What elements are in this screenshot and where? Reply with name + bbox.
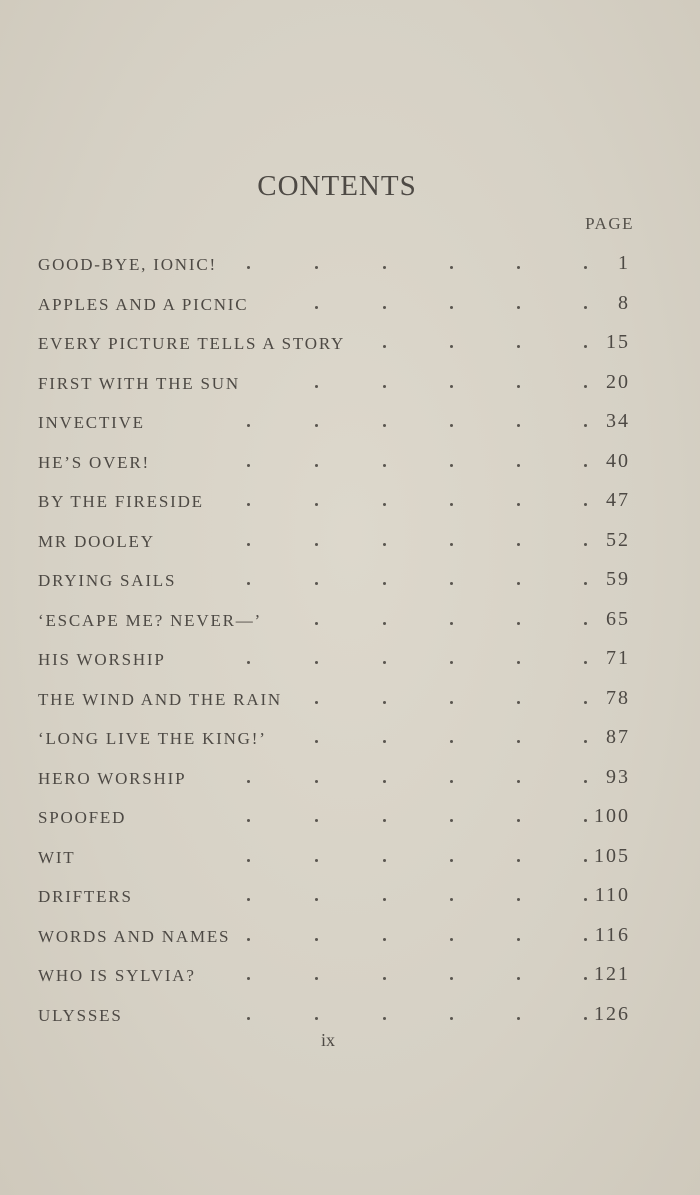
leader-dot (517, 464, 520, 467)
toc-entry-page: 121 (594, 963, 630, 985)
leader-dot (450, 622, 453, 625)
leader-dot (450, 938, 453, 941)
leader-dot (383, 740, 386, 743)
leader-dot (517, 701, 520, 704)
leader-dot (247, 661, 250, 664)
leader-dot (247, 424, 250, 427)
leader-dot (584, 701, 587, 704)
leader-dot (247, 819, 250, 822)
leader-dot (315, 582, 318, 585)
leader-dot (247, 977, 250, 980)
toc-entry-title: EVERY PICTURE TELLS A STORY (38, 334, 346, 353)
dot-leader (38, 918, 634, 958)
toc-entry-title: DRIFTERS (38, 887, 133, 906)
leader-dot (383, 543, 386, 546)
leader-dot (450, 424, 453, 427)
dot-leader (38, 365, 634, 405)
toc-entry (38, 839, 634, 879)
leader-dot (315, 859, 318, 862)
toc-entry-page: 100 (594, 805, 630, 827)
leader-dot (584, 661, 587, 664)
dot-leader (38, 878, 634, 918)
toc-entry (38, 957, 634, 997)
leader-dot (450, 1017, 453, 1020)
leader-dot (315, 424, 318, 427)
dot-leader (38, 246, 634, 286)
leader-dot (315, 1017, 318, 1020)
leader-dot (584, 898, 587, 901)
toc-entry (38, 325, 634, 365)
toc-entry (38, 404, 634, 444)
toc-entry-page: 59 (606, 568, 630, 590)
toc-entry-page: 47 (606, 489, 630, 511)
leader-dot (450, 582, 453, 585)
leader-dot (315, 740, 318, 743)
leader-dot (315, 780, 318, 783)
leader-dot (315, 661, 318, 664)
leader-dot (584, 424, 587, 427)
toc-entry-page: 15 (606, 331, 630, 353)
toc-entry-page: 93 (606, 765, 630, 788)
leader-dot (450, 898, 453, 901)
toc-entry (38, 681, 634, 721)
toc-entry-page: 34 (606, 410, 630, 432)
dot-leader (38, 799, 634, 839)
toc-entry (38, 246, 634, 286)
leader-dot (584, 622, 587, 625)
toc-entry-page: 1 (618, 252, 630, 274)
toc-entry-page: 71 (606, 647, 630, 669)
leader-dot (517, 385, 520, 388)
toc-entry-page: 40 (606, 449, 630, 472)
dot-leader (38, 523, 634, 563)
leader-dot (247, 503, 250, 506)
leader-dot (517, 582, 520, 585)
toc-entry (38, 641, 634, 681)
leader-dot (450, 464, 453, 467)
leader-dot (450, 701, 453, 704)
leader-dot (450, 819, 453, 822)
leader-dot (383, 780, 386, 783)
toc-entry (38, 720, 634, 760)
leader-dot (517, 819, 520, 822)
leader-dot (584, 977, 587, 980)
toc-entry-title: HE’S OVER! (38, 452, 150, 472)
toc-entry-title: SPOOFED (38, 808, 127, 827)
leader-dot (584, 464, 587, 467)
dot-leader (38, 839, 634, 879)
toc-entry (38, 799, 634, 839)
toc-entry-title: WHO IS SYLVIA? (38, 966, 196, 985)
leader-dot (517, 898, 520, 901)
table-of-contents (38, 246, 634, 1036)
toc-entry-title: MR DOOLEY (38, 531, 155, 551)
leader-dot (247, 780, 250, 783)
dot-leader (38, 286, 634, 326)
leader-dot (315, 306, 318, 309)
leader-dot (315, 503, 318, 506)
dot-leader (38, 483, 634, 523)
leader-dot (450, 780, 453, 783)
toc-entry-title: APPLES AND A PICNIC (38, 294, 249, 314)
leader-dot (247, 938, 250, 941)
leader-dot (247, 543, 250, 546)
leader-dot (247, 464, 250, 467)
toc-entry (38, 918, 634, 958)
leader-dot (450, 385, 453, 388)
leader-dot (383, 345, 386, 348)
leader-dot (584, 503, 587, 506)
leader-dot (315, 819, 318, 822)
leader-dot (584, 306, 587, 309)
leader-dot (450, 503, 453, 506)
leader-dot (383, 938, 386, 941)
toc-entry (38, 562, 634, 602)
toc-entry-page: 116 (594, 923, 630, 946)
leader-dot (584, 266, 587, 269)
leader-dot (315, 938, 318, 941)
toc-entry (38, 483, 634, 523)
leader-dot (450, 306, 453, 309)
leader-dot (315, 898, 318, 901)
leader-dot (450, 740, 453, 743)
toc-entry-title: HIS WORSHIP (38, 650, 166, 669)
dot-leader (38, 720, 634, 760)
dot-leader (38, 602, 634, 642)
toc-entry (38, 602, 634, 642)
toc-entry-page: 105 (594, 844, 630, 867)
toc-entry-title: HERO WORSHIP (38, 768, 187, 788)
leader-dot (247, 859, 250, 862)
toc-entry (38, 760, 634, 800)
toc-entry-page: 126 (594, 1002, 630, 1025)
toc-entry (38, 365, 634, 405)
leader-dot (517, 1017, 520, 1020)
leader-dot (584, 345, 587, 348)
leader-dot (383, 464, 386, 467)
toc-entry-title: WORDS AND NAMES (38, 926, 231, 946)
leader-dot (584, 582, 587, 585)
toc-entry-title: THE WIND AND THE RAIN (38, 689, 282, 709)
leader-dot (517, 661, 520, 664)
toc-entry (38, 523, 634, 563)
leader-dot (247, 1017, 250, 1020)
leader-dot (383, 898, 386, 901)
leader-dot (584, 938, 587, 941)
page-title: CONTENTS (257, 170, 417, 202)
leader-dot (383, 622, 386, 625)
leader-dot (247, 898, 250, 901)
page-column-label: PAGE (585, 214, 634, 233)
toc-entry-title: INVECTIVE (38, 413, 145, 432)
leader-dot (450, 266, 453, 269)
toc-entry-page: 8 (618, 291, 630, 314)
toc-entry-title: FIRST WITH THE SUN (38, 373, 240, 393)
leader-dot (315, 464, 318, 467)
toc-entry-page: 20 (606, 370, 630, 393)
leader-dot (517, 938, 520, 941)
leader-dot (584, 740, 587, 743)
leader-dot (517, 503, 520, 506)
toc-entry-page: 52 (606, 528, 630, 551)
toc-entry (38, 444, 634, 484)
toc-entry-page: 65 (606, 607, 630, 630)
leader-dot (247, 266, 250, 269)
toc-entry-page: 110 (594, 884, 630, 906)
leader-dot (517, 345, 520, 348)
toc-entry-title: ‘LONG LIVE THE KING!’ (38, 729, 267, 748)
leader-dot (584, 780, 587, 783)
leader-dot (247, 582, 250, 585)
leader-dot (383, 385, 386, 388)
leader-dot (383, 819, 386, 822)
leader-dot (584, 1017, 587, 1020)
leader-dot (584, 859, 587, 862)
leader-dot (315, 385, 318, 388)
leader-dot (517, 740, 520, 743)
leader-dot (517, 424, 520, 427)
leader-dot (450, 345, 453, 348)
toc-entry-title: GOOD-BYE, IONIC! (38, 255, 217, 274)
toc-entry-page: 78 (606, 686, 630, 709)
dot-leader (38, 325, 634, 365)
leader-dot (383, 859, 386, 862)
leader-dot (517, 266, 520, 269)
dot-leader (38, 760, 634, 800)
leader-dot (450, 977, 453, 980)
leader-dot (584, 385, 587, 388)
leader-dot (315, 266, 318, 269)
leader-dot (517, 859, 520, 862)
leader-dot (315, 543, 318, 546)
dot-leader (38, 404, 634, 444)
dot-leader (38, 444, 634, 484)
leader-dot (450, 661, 453, 664)
toc-entry (38, 286, 634, 326)
leader-dot (383, 266, 386, 269)
leader-dot (315, 977, 318, 980)
leader-dot (315, 622, 318, 625)
leader-dot (517, 543, 520, 546)
leader-dot (584, 543, 587, 546)
leader-dot (383, 977, 386, 980)
toc-entry-title: BY THE FIRESIDE (38, 492, 204, 511)
leader-dot (517, 306, 520, 309)
dot-leader (38, 681, 634, 721)
leader-dot (584, 819, 587, 822)
leader-dot (517, 622, 520, 625)
page-folio: ix (320, 1030, 335, 1050)
toc-entry-title: ULYSSES (38, 1005, 123, 1025)
dot-leader (38, 957, 634, 997)
leader-dot (383, 661, 386, 664)
leader-dot (383, 424, 386, 427)
leader-dot (383, 503, 386, 506)
leader-dot (383, 582, 386, 585)
toc-entry-title: ‘ESCAPE ME? NEVER—’ (38, 610, 263, 630)
leader-dot (450, 543, 453, 546)
dot-leader (38, 641, 634, 681)
toc-entry (38, 878, 634, 918)
leader-dot (517, 780, 520, 783)
leader-dot (517, 977, 520, 980)
toc-entry-page: 87 (606, 726, 630, 748)
toc-entry-title: WIT (38, 847, 76, 867)
leader-dot (383, 1017, 386, 1020)
leader-dot (450, 859, 453, 862)
leader-dot (315, 701, 318, 704)
toc-entry-title: DRYING SAILS (38, 571, 177, 590)
dot-leader (38, 562, 634, 602)
leader-dot (383, 306, 386, 309)
leader-dot (383, 701, 386, 704)
